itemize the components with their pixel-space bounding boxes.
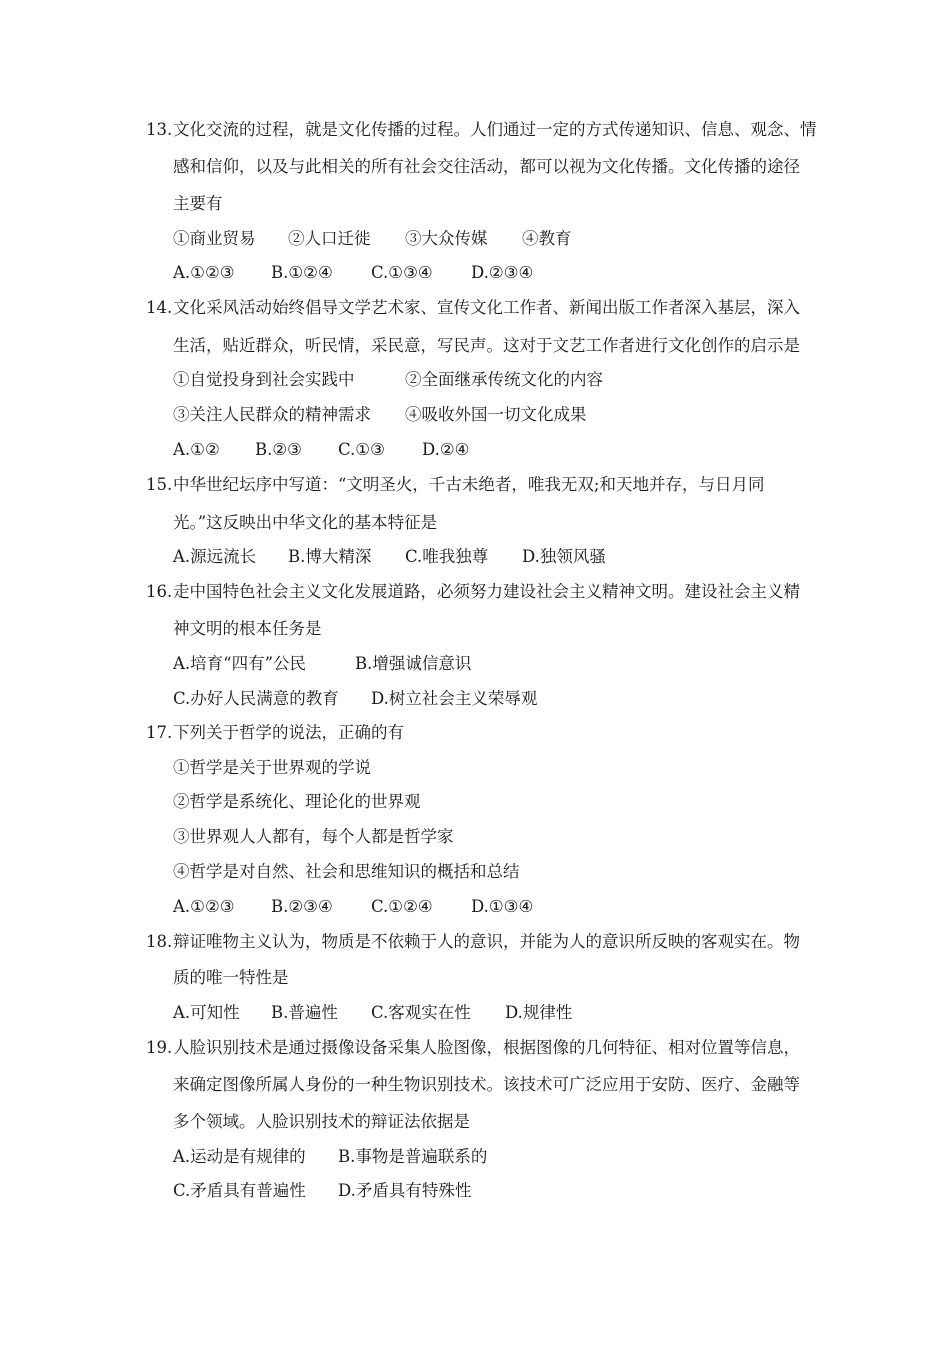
question-number: 17. [146,723,173,742]
statement-item: ④教育 [522,229,572,248]
answer-option-c: C.矛盾具有普遍性 [173,1181,306,1200]
question-stem-line: 生活，贴近群众，听民情，采民意，写民声。这对于文艺工作者进行文化创作的启示是 [173,336,800,355]
question-stem-line: 辩证唯物主义认为，物质是不依赖于人的意识，并能为人的意识所反映的客观实在。物 [173,932,800,951]
statement-item: ②全面继承传统文化的内容 [405,370,603,389]
answer-option-b: B.普遍性 [271,1003,338,1022]
question-stem-line: 光。”这反映出中华文化的基本特征是 [173,513,438,532]
answer-option-d: D.树立社会主义荣辱观 [371,689,538,708]
statement-item: ③世界观人人都有，每个人都是哲学家 [173,827,454,846]
answer-option-b: B.②③④ [271,897,333,916]
statement-item: ③关注人民群众的精神需求 [173,405,371,424]
question-stem-line: 神文明的根本任务是 [173,619,322,638]
answer-option-d: D.规律性 [505,1003,573,1022]
question-number: 14. [146,298,173,317]
answer-option-a: A.①② [173,440,220,459]
answer-option-d: D.①③④ [471,897,534,916]
answer-option-c: C.办好人民满意的教育 [173,689,339,708]
answer-option-c: C.①②④ [371,897,433,916]
question-stem-line: 中华世纪坛序中写道：“文明圣火，千古未绝者，唯我无双;和天地并存，与日月同 [173,475,765,494]
question-stem-line: 质的唯一特性是 [173,968,289,987]
question-stem-line: 走中国特色社会主义文化发展道路，必须努力建设社会主义精神文明。建设社会主义精 [173,582,800,601]
question-number: 15. [146,475,173,494]
answer-option-a: A.可知性 [173,1003,240,1022]
statement-item: ②哲学是系统化、理论化的世界观 [173,792,421,811]
answer-option-d: D.②③④ [471,263,534,282]
statement-item: ①商业贸易 [173,229,256,248]
statement-item: ①自觉投身到社会实践中 [173,370,355,389]
answer-option-b: B.①②④ [271,263,333,282]
answer-option-b: B.博大精深 [288,547,372,566]
answer-option-c: C.客观实在性 [371,1003,471,1022]
answer-option-d: D.②④ [422,440,470,459]
answer-option-a: A.源远流长 [173,547,257,566]
answer-option-a: A.运动是有规律的 [173,1147,306,1166]
statement-item: ①哲学是关于世界观的学说 [173,758,371,777]
answer-option-d: D.独领风骚 [522,547,606,566]
statement-item: ④吸收外国一切文化成果 [405,405,587,424]
question-number: 19. [146,1038,173,1057]
question-number: 16. [146,582,173,601]
statement-item: ④哲学是对自然、社会和思维知识的概括和总结 [173,862,520,881]
question-stem-line: 文化采风活动始终倡导文学艺术家、宣传文化工作者、新闻出版工作者深入基层，深入 [173,298,800,317]
answer-option-b: B.增强诚信意识 [355,654,472,673]
question-stem-line: 多个领域。人脸识别技术的辩证法依据是 [173,1112,470,1131]
question-number: 18. [146,932,173,951]
answer-option-c: C.唯我独尊 [405,547,489,566]
question-stem-line: 感和信仰，以及与此相关的所有社会交往活动，都可以视为文化传播。文化传播的途径 [173,157,800,176]
answer-option-a: A.①②③ [173,263,235,282]
question-number: 13. [146,120,173,139]
answer-option-d: D.矛盾具有特殊性 [338,1181,472,1200]
question-stem-line: 人脸识别技术是通过摄像设备采集人脸图像，根据图像的几何特征、相对位置等信息， [173,1038,800,1057]
answer-option-c: C.①③ [338,440,385,459]
question-stem-line: 来确定图像所属人身份的一种生物识别技术。该技术可广泛应用于安防、医疗、金融等 [173,1075,800,1094]
answer-option-b: B.②③ [255,440,302,459]
answer-option-c: C.①③④ [371,263,433,282]
answer-option-a: A.培育“四有”公民 [173,654,307,673]
statement-item: ③大众传媒 [405,229,488,248]
answer-option-a: A.①②③ [173,897,235,916]
question-stem-line: 下列关于哲学的说法，正确的有 [173,723,404,742]
question-stem-line: 文化交流的过程，就是文化传播的过程。人们通过一定的方式传递知识、信息、观念、情 [173,120,817,139]
answer-option-b: B.事物是普遍联系的 [338,1147,488,1166]
statement-item: ②人口迁徙 [288,229,371,248]
question-stem-line: 主要有 [173,194,223,213]
